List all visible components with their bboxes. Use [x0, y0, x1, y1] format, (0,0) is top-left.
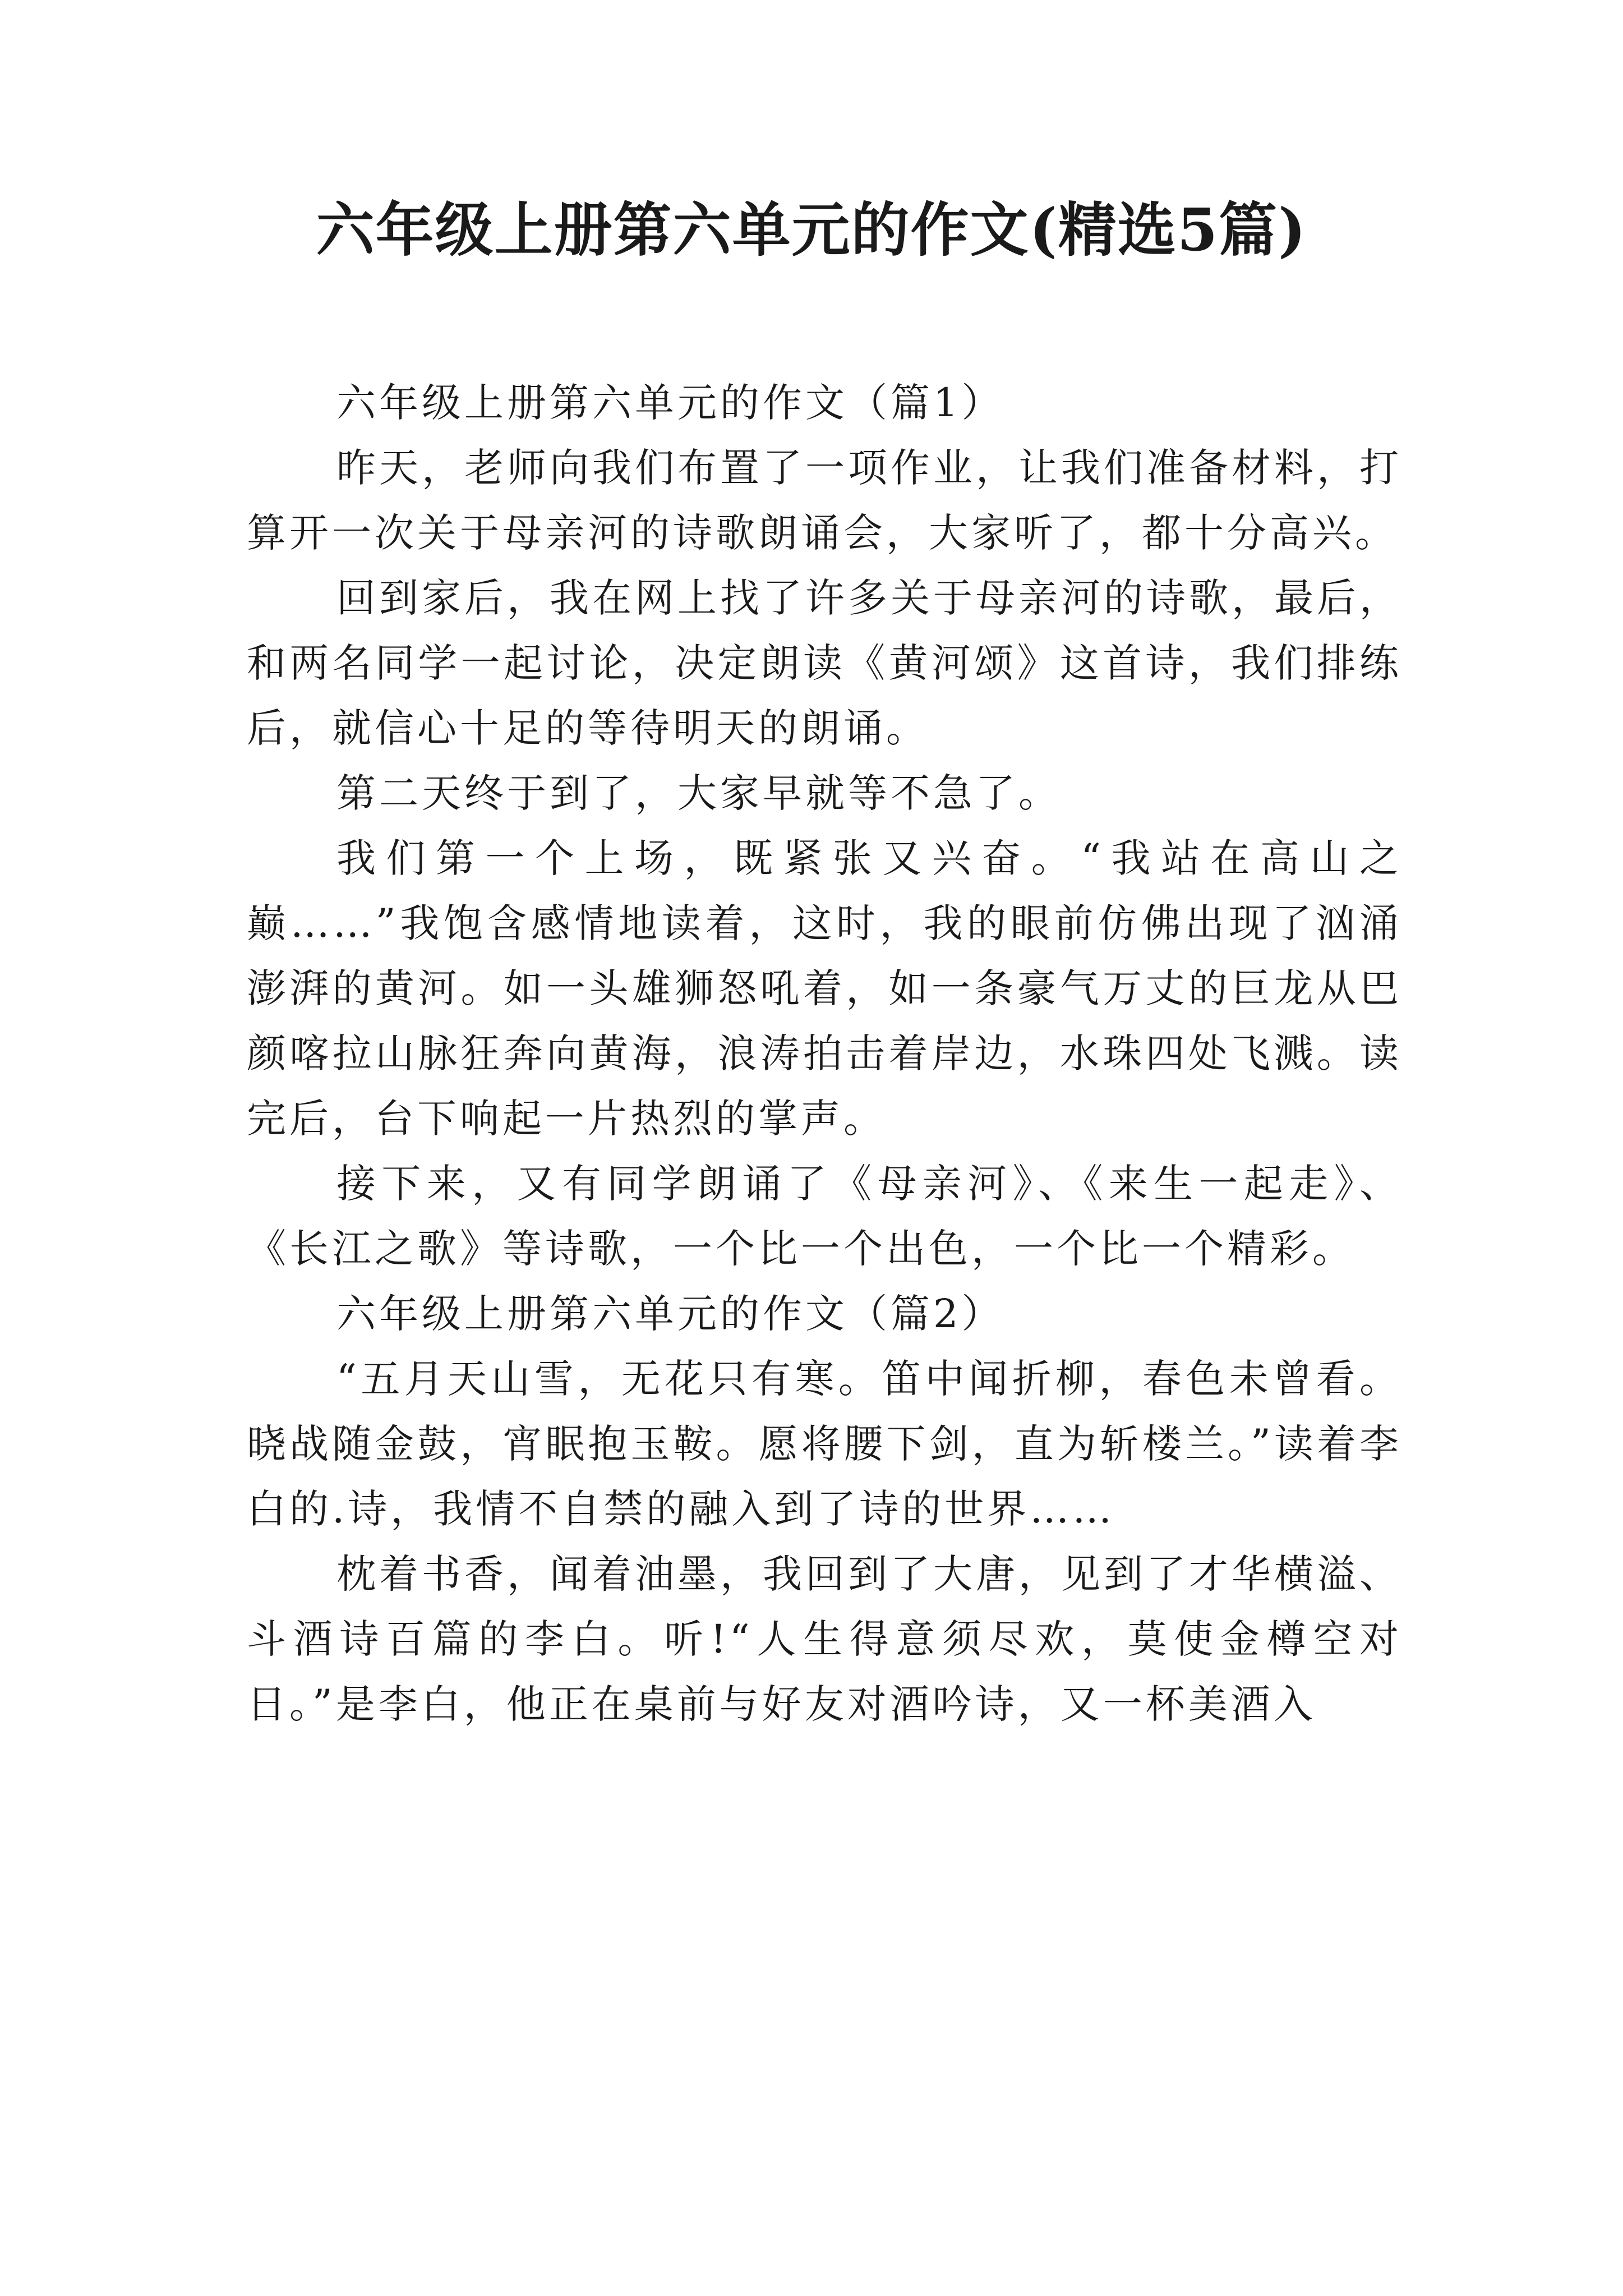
paragraph: 枕着书香，闻着油墨，我回到了大唐，见到了才华横溢、斗酒诗百篇的李白。听!“人生得意须尽欢，莫使金樽空对日。”是李白，他正在桌前与好友对酒吟诗，又一杯美酒入	[247, 1551, 1402, 1727]
paragraph: “五月天山雪，无花只有寒。笛中闻折柳，春色未曾看。晓战随金鼓，宵眠抱玉鞍。愿将腰下剑，直为斩楼兰。”读着李白的.诗，我情不自禁的融入到了诗的世界……	[247, 1356, 1402, 1532]
paragraph: 接下来，又有同学朗诵了《母亲河》、《来生一起走》、《长江之歌》等诗歌，一个比一个出色，一个比一个精彩。	[247, 1161, 1402, 1272]
paragraph: 回到家后，我在网上找了许多关于母亲河的诗歌，最后，和两名同学一起讨论，决定朗读《黄河颂》这首诗，我们排练后，就信心十足的等待明天的朗诵。	[247, 575, 1402, 751]
paragraph: 第二天终于到了，大家早就等不急了。	[336, 770, 1061, 816]
paragraph: 我们第一个上场，既紧张又兴奋。“我站在高山之巅……”我饱含感情地读着，这时，我的眼前仿佛出现了汹涌澎湃的黄河。如一头雄狮怒吼着，如一条豪气万丈的巨龙从巴颜喀拉山脉狂奔向黄海，浪涛拍击着岸边，水珠四处飞溅。读完后，台下响起一片热烈的掌声。	[247, 835, 1402, 1142]
document-title: 六年级上册第六单元的作文(精选5篇)	[316, 195, 1307, 264]
section-heading-1: 六年级上册第六单元的作文（篇1）	[336, 380, 1004, 426]
paragraph: 昨天，老师向我们布置了一项作业，让我们准备材料，打算开一次关于母亲河的诗歌朗诵会，大家听了，都十分高兴。	[247, 445, 1402, 556]
document-body	[247, 370, 1402, 1737]
section-heading-2: 六年级上册第六单元的作文（篇2）	[336, 1291, 1004, 1337]
